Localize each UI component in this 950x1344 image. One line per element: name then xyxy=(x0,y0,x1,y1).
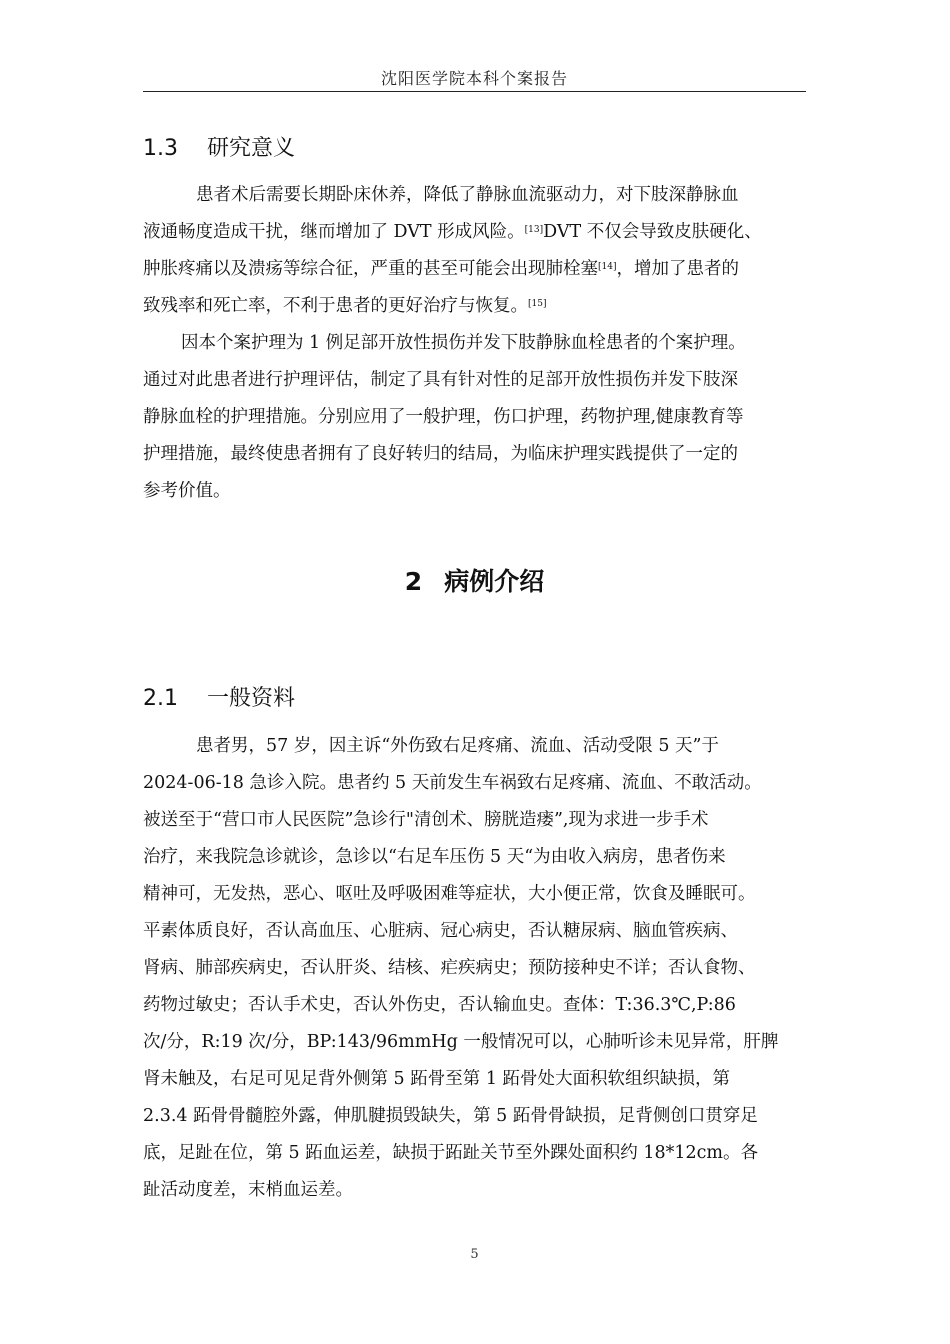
citation: [14] xyxy=(598,262,617,272)
page-number: 5 xyxy=(470,1247,479,1262)
paragraph-line xyxy=(143,294,823,318)
text-run: DVT 不仅会导致皮肤硬化、 xyxy=(543,222,762,242)
chapter-title: 病例介绍 xyxy=(444,567,545,596)
paragraph-line: 趾活动度差，末梢血运差。 xyxy=(143,1180,353,1200)
paragraph-line: 次/分，R:19 次/分，BP:143/96mmHg 一般情况可以，心肺听诊未见异常，肝脾 xyxy=(143,1032,779,1052)
paragraph-line: 2024-06-18 急诊入院。患者约 5 天前发生车祸致右足疼痛、流血、不敢活动。 xyxy=(143,773,762,793)
section-title: 研究意义 xyxy=(207,136,296,161)
section-heading-2-1 xyxy=(143,681,295,712)
text-run: 致残率和死亡率，不利于患者的更好治疗与恢复。 xyxy=(143,296,528,316)
citation: [13] xyxy=(524,225,544,235)
chapter-number: 2 xyxy=(404,567,423,596)
paragraph-line: 被送至于“营口市人民医院”急诊行"清创术、膀胱造瘘”,现为求进一步手术 xyxy=(143,810,709,830)
text-run: 液通畅度造成干扰，继而增加了 DVT 形成风险。 xyxy=(143,222,525,242)
paragraph-line: 治疗，来我院急诊就诊，急诊以“右足车压伤 5 天“为由收入病房，患者伤来 xyxy=(143,847,726,867)
running-header: 沈阳医学院本科个案报告 xyxy=(380,69,568,88)
paragraph-line: 护理措施，最终使患者拥有了良好转归的结局，为临床护理实践提供了一定的 xyxy=(143,444,738,464)
paragraph-line: 患者术后需要长期卧床休养，降低了静脉血流驱动力，对下肢深静脉血 xyxy=(196,185,739,205)
paragraph-line: 平素体质良好，否认高血压、心脏病、冠心病史，否认糖尿病、脑血管疾病、 xyxy=(143,921,738,941)
citation: [15] xyxy=(528,299,547,309)
paragraph-line: 静脉血栓的护理措施。分别应用了一般护理，伤口护理，药物护理,健康教育等 xyxy=(143,407,744,427)
text-run: ，增加了患者的 xyxy=(616,259,739,279)
paragraph-line: 因本个案护理为 1 例足部开放性损伤并发下肢静脉血栓患者的个案护理。 xyxy=(181,333,746,353)
paragraph-line: 底，足趾在位，第 5 跖血运差，缺损于跖趾关节至外踝处面积约 18*12cm。各 xyxy=(143,1143,759,1163)
paragraph-line: 药物过敏史；否认手术史，否认外伤史，否认输血史。查体：T:36.3℃,P:86 xyxy=(143,995,736,1015)
paragraph-line: 通过对此患者进行护理评估，制定了具有针对性的足部开放性损伤并发下肢深 xyxy=(143,370,738,390)
section-number: 1.3 xyxy=(143,136,178,161)
paragraph-line: 精神可，无发热，恶心、呕吐及呼吸困难等症状，大小便正常，饮食及睡眠可。 xyxy=(143,884,756,904)
paragraph-line xyxy=(143,220,823,244)
paragraph-line: 参考价值。 xyxy=(143,481,231,501)
paragraph-line: 患者男，57 岁，因主诉“外伤致右足疼痛、流血、活动受限 5 天”于 xyxy=(196,736,719,756)
section-heading-1-3 xyxy=(143,131,295,162)
paragraph-line: 肾病、肺部疾病史，否认肝炎、结核、疟疾病史；预防接种史不详；否认食物、 xyxy=(143,958,756,978)
paragraph-line: 肾未触及，右足可见足背外侧第 5 跖骨至第 1 跖骨处大面积软组织缺损，第 xyxy=(143,1069,731,1089)
chapter-heading xyxy=(143,562,806,598)
text-run: 肿胀疼痛以及溃疡等综合征，严重的甚至可能会出现肺栓塞 xyxy=(143,259,598,279)
section-number: 2.1 xyxy=(143,686,178,711)
paragraph-line: 2.3.4 跖骨骨髓腔外露，伸肌腱损毁缺失，第 5 跖骨骨缺损，足背侧创口贯穿足 xyxy=(143,1106,758,1126)
section-title: 一般资料 xyxy=(207,686,296,711)
paragraph-line xyxy=(143,257,823,281)
header-rule xyxy=(143,91,806,92)
